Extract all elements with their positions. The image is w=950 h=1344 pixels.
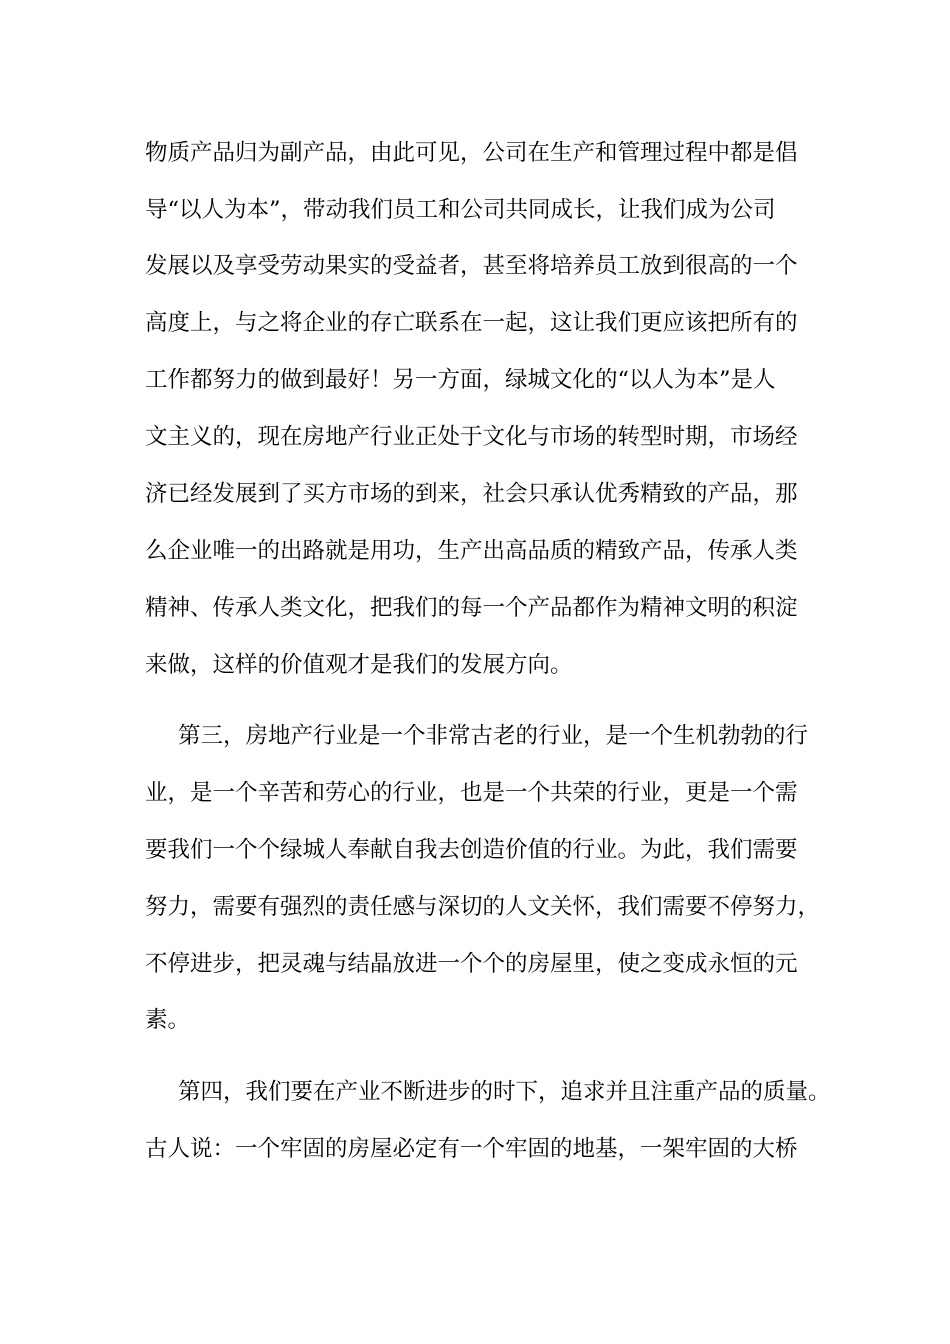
text-line: 物质产品归为副产品，由此可见，公司在生产和管理过程中都是倡 [145,140,798,166]
text-line: 导“以人为本”，带动我们员工和公司共同成长，让我们成为公司 [145,197,776,223]
text-line: 发展以及享受劳动果实的受益者，甚至将培养员工放到很高的一个 [145,253,798,279]
text-line: 么企业唯一的出路就是用功，生产出高品质的精致产品，传承人类 [145,538,798,564]
paragraph-first-line: 第四，我们要在产业不断进步的时下，追求并且注重产品的质量。 [178,1079,831,1105]
paragraph-first-line: 第三，房地产行业是一个非常古老的行业，是一个生机勃勃的行 [178,723,809,749]
text-line: 要我们一个个绿城人奉献自我去创造价值的行业。为此，我们需要 [145,837,798,863]
text-line: 文主义的，现在房地产行业正处于文化与市场的转型时期，市场经 [145,424,798,450]
text-line: 素。 [145,1007,191,1033]
text-line: 来做，这样的价值观才是我们的发展方向。 [145,652,573,678]
text-line: 不停进步，把灵魂与结晶放进一个个的房屋里，使之变成永恒的元 [145,951,798,977]
text-line: 精神、传承人类文化，把我们的每一个产品都作为精神文明的积淀 [145,595,798,621]
text-line: 高度上，与之将企业的存亡联系在一起，这让我们更应该把所有的 [145,310,798,336]
text-line: 业，是一个辛苦和劳心的行业，也是一个共荣的行业，更是一个需 [145,780,798,806]
text-line: 工作都努力的做到最好！另一方面，绿城文化的“以人为本”是人 [145,367,776,393]
text-line: 济已经发展到了买方市场的到来，社会只承认优秀精致的产品，那 [145,481,798,507]
text-line: 努力，需要有强烈的责任感与深切的人文关怀，我们需要不停努力， [145,894,821,920]
text-line: 古人说：一个牢固的房屋必定有一个牢固的地基，一架牢固的大桥 [145,1136,798,1162]
